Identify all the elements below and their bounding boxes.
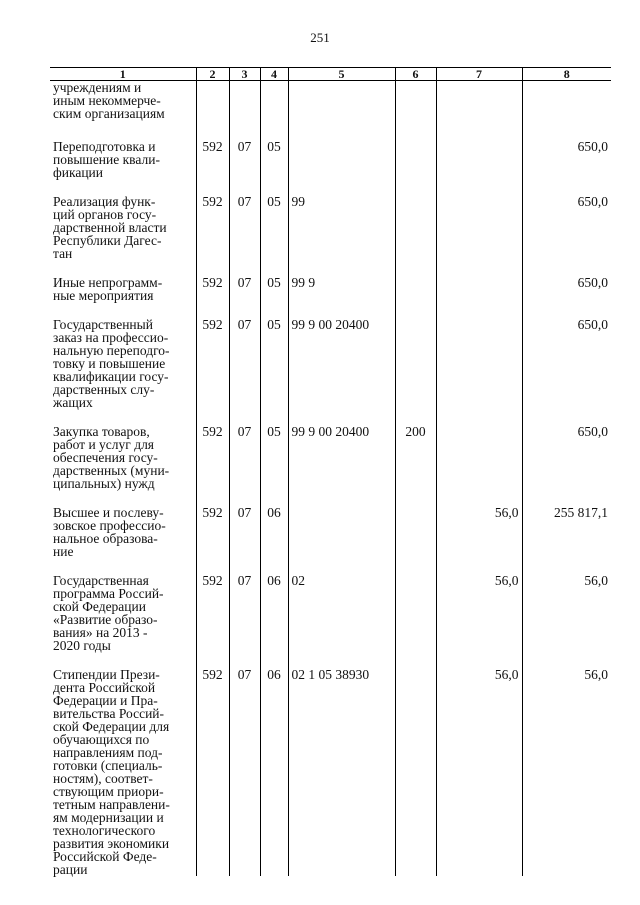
cell-expense-type (395, 140, 436, 195)
cell-section-text: 07 (237, 317, 252, 332)
cell-amount-col7-text: 56,0 (494, 573, 519, 588)
cell-amount-col8-text: 650,0 (577, 275, 608, 290)
row-name (50, 668, 196, 876)
cell-expense-type (395, 318, 436, 425)
cell-ministry-code (196, 668, 229, 876)
cell-subsection (260, 668, 288, 876)
row-spacer (53, 120, 193, 140)
row-spacer (53, 179, 193, 195)
cell-subsection (260, 574, 288, 668)
cell-ministry-code-text: 592 (202, 573, 223, 588)
table-row (50, 318, 611, 425)
cell-ministry-code (196, 425, 229, 506)
column-header-2: 2 (196, 68, 229, 81)
cell-amount-col7-text: 56,0 (494, 505, 519, 520)
cell-target-article (288, 81, 395, 141)
cell-expense-type (395, 276, 436, 318)
table-row (50, 195, 611, 276)
cell-target-article-text: 99 9 00 20400 (291, 317, 370, 332)
cell-ministry-code (196, 195, 229, 276)
row-name-text: Государственный заказ на профессио- нальную переподго- товку и повышение квалификации госу- дарственных слу- жащих (53, 317, 170, 410)
cell-amount-col8-text: 650,0 (577, 424, 608, 439)
row-name (50, 195, 196, 276)
cell-target-article (288, 140, 395, 195)
cell-subsection-text: 05 (267, 194, 281, 209)
cell-ministry-code-text: 592 (202, 275, 223, 290)
cell-expense-type (395, 81, 436, 141)
cell-target-article (288, 506, 395, 574)
row-name-text: Государственная программа Россий- ской Федерации «Развитие образо- вания» на 2013 - 2020 годы (53, 573, 164, 653)
cell-section-text: 07 (237, 667, 252, 682)
row-name (50, 81, 196, 141)
cell-amount-col8 (522, 195, 611, 276)
table-row (50, 425, 611, 506)
cell-amount-col7 (436, 195, 522, 276)
cell-section (229, 81, 260, 141)
row-name (50, 506, 196, 574)
cell-subsection (260, 195, 288, 276)
cell-target-article (288, 668, 395, 876)
row-name-text: Высшее и послеву- зовское профессио- нальное образова- ние (53, 505, 166, 559)
cell-section (229, 140, 260, 195)
cell-ministry-code (196, 318, 229, 425)
cell-amount-col7 (436, 140, 522, 195)
cell-expense-type-text: 200 (405, 424, 426, 439)
cell-subsection (260, 425, 288, 506)
cell-amount-col8-text: 650,0 (577, 194, 608, 209)
cell-subsection-text: 06 (267, 505, 281, 520)
cell-section (229, 425, 260, 506)
column-header-7: 7 (436, 68, 522, 81)
row-spacer (53, 260, 193, 276)
column-header-3: 3 (229, 68, 260, 81)
cell-ministry-code-text: 592 (202, 424, 223, 439)
cell-amount-col7-text: 56,0 (494, 667, 519, 682)
table-row (50, 81, 611, 141)
table-row (50, 574, 611, 668)
cell-amount-col8 (522, 276, 611, 318)
cell-target-article (288, 574, 395, 668)
cell-amount-col8 (522, 140, 611, 195)
cell-subsection (260, 140, 288, 195)
cell-ministry-code-text: 592 (202, 505, 223, 520)
cell-subsection (260, 276, 288, 318)
table-row (50, 276, 611, 318)
cell-target-article (288, 425, 395, 506)
cell-amount-col7 (436, 81, 522, 141)
row-name-text: Стипендии Прези- дента Российской Федерации и Пра- вительства Россий- ской Федерации для обучающихся по направлениям под- готовки (специаль- ностям), соответ- ствующим приори- тетным направлени- ям модернизации и технологического развития экономики Российской Феде- рации (53, 667, 170, 877)
cell-amount-col8 (522, 318, 611, 425)
cell-amount-col7 (436, 668, 522, 876)
cell-section-text: 07 (237, 139, 252, 154)
table-row (50, 506, 611, 574)
cell-target-article-text: 99 9 (291, 275, 316, 290)
cell-amount-col8 (522, 506, 611, 574)
cell-target-article-text: 99 9 00 20400 (291, 424, 370, 439)
cell-subsection (260, 81, 288, 141)
cell-target-article-text: 02 1 05 38930 (291, 667, 370, 682)
cell-ministry-code (196, 506, 229, 574)
row-spacer (53, 558, 193, 574)
cell-expense-type (395, 425, 436, 506)
cell-section-text: 07 (237, 275, 252, 290)
cell-subsection-text: 06 (267, 667, 281, 682)
cell-section-text: 07 (237, 573, 252, 588)
row-name (50, 425, 196, 506)
column-header-6: 6 (395, 68, 436, 81)
cell-amount-col7 (436, 425, 522, 506)
cell-subsection-text: 05 (267, 275, 281, 290)
row-name (50, 574, 196, 668)
cell-section (229, 318, 260, 425)
cell-amount-col7 (436, 318, 522, 425)
cell-target-article (288, 195, 395, 276)
cell-subsection (260, 506, 288, 574)
cell-ministry-code (196, 140, 229, 195)
page-number: 251 (310, 30, 330, 45)
cell-amount-col8 (522, 425, 611, 506)
cell-section-text: 07 (237, 505, 252, 520)
row-name-text: Реализация функ- ций органов госу- дарственной власти Республики Дагес- тан (53, 194, 167, 261)
table-header-row (50, 68, 611, 81)
cell-subsection-text: 05 (267, 424, 281, 439)
cell-target-article-text: 99 (291, 194, 305, 209)
table-row (50, 140, 611, 195)
budget-table (50, 67, 611, 876)
cell-ministry-code (196, 276, 229, 318)
cell-amount-col7 (436, 506, 522, 574)
row-name (50, 140, 196, 195)
column-header-5: 5 (288, 68, 395, 81)
cell-ministry-code-text: 592 (202, 667, 223, 682)
cell-amount-col7 (436, 276, 522, 318)
cell-ministry-code (196, 574, 229, 668)
row-name-text: Переподготовка и повышение квали- фикации (53, 139, 160, 180)
cell-expense-type (395, 668, 436, 876)
row-name (50, 276, 196, 318)
row-spacer (53, 409, 193, 425)
cell-subsection (260, 318, 288, 425)
table-body (50, 81, 611, 877)
cell-target-article-text: 02 (291, 573, 305, 588)
cell-expense-type (395, 506, 436, 574)
cell-section (229, 574, 260, 668)
cell-ministry-code-text: 592 (202, 317, 223, 332)
cell-target-article (288, 276, 395, 318)
budget-table-container (50, 67, 611, 877)
cell-section-text: 07 (237, 194, 252, 209)
column-header-8: 8 (522, 68, 611, 81)
row-name-text: Закупка товаров, работ и услуг для обеспечения госу- дарственных (муни- ципальных) нужд (53, 424, 170, 491)
cell-ministry-code-text: 592 (202, 194, 223, 209)
column-header-1: 1 (50, 68, 196, 81)
row-name (50, 318, 196, 425)
cell-expense-type (395, 195, 436, 276)
table-row (50, 668, 611, 876)
row-spacer (53, 490, 193, 506)
cell-subsection-text: 05 (267, 317, 281, 332)
cell-amount-col8 (522, 574, 611, 668)
cell-amount-col8-text: 650,0 (577, 317, 608, 332)
cell-section (229, 668, 260, 876)
cell-amount-col8 (522, 668, 611, 876)
cell-amount-col8 (522, 81, 611, 141)
row-name-text: учреждениям и иным некоммерче- ским организациям (53, 80, 165, 121)
cell-ministry-code (196, 81, 229, 141)
cell-subsection-text: 06 (267, 573, 281, 588)
cell-ministry-code-text: 592 (202, 139, 223, 154)
cell-amount-col8-text: 255 817,1 (554, 505, 608, 520)
row-spacer (53, 302, 193, 318)
cell-section (229, 195, 260, 276)
cell-section (229, 276, 260, 318)
cell-section (229, 506, 260, 574)
column-header-4: 4 (260, 68, 288, 81)
cell-expense-type (395, 574, 436, 668)
cell-amount-col8-text: 56,0 (584, 667, 608, 682)
cell-section-text: 07 (237, 424, 252, 439)
cell-amount-col8-text: 650,0 (577, 139, 608, 154)
row-name-text: Иные непрограмм- ные мероприятия (53, 275, 163, 303)
cell-subsection-text: 05 (267, 139, 281, 154)
cell-amount-col8-text: 56,0 (584, 573, 608, 588)
cell-target-article (288, 318, 395, 425)
cell-amount-col7 (436, 574, 522, 668)
row-spacer (53, 652, 193, 668)
